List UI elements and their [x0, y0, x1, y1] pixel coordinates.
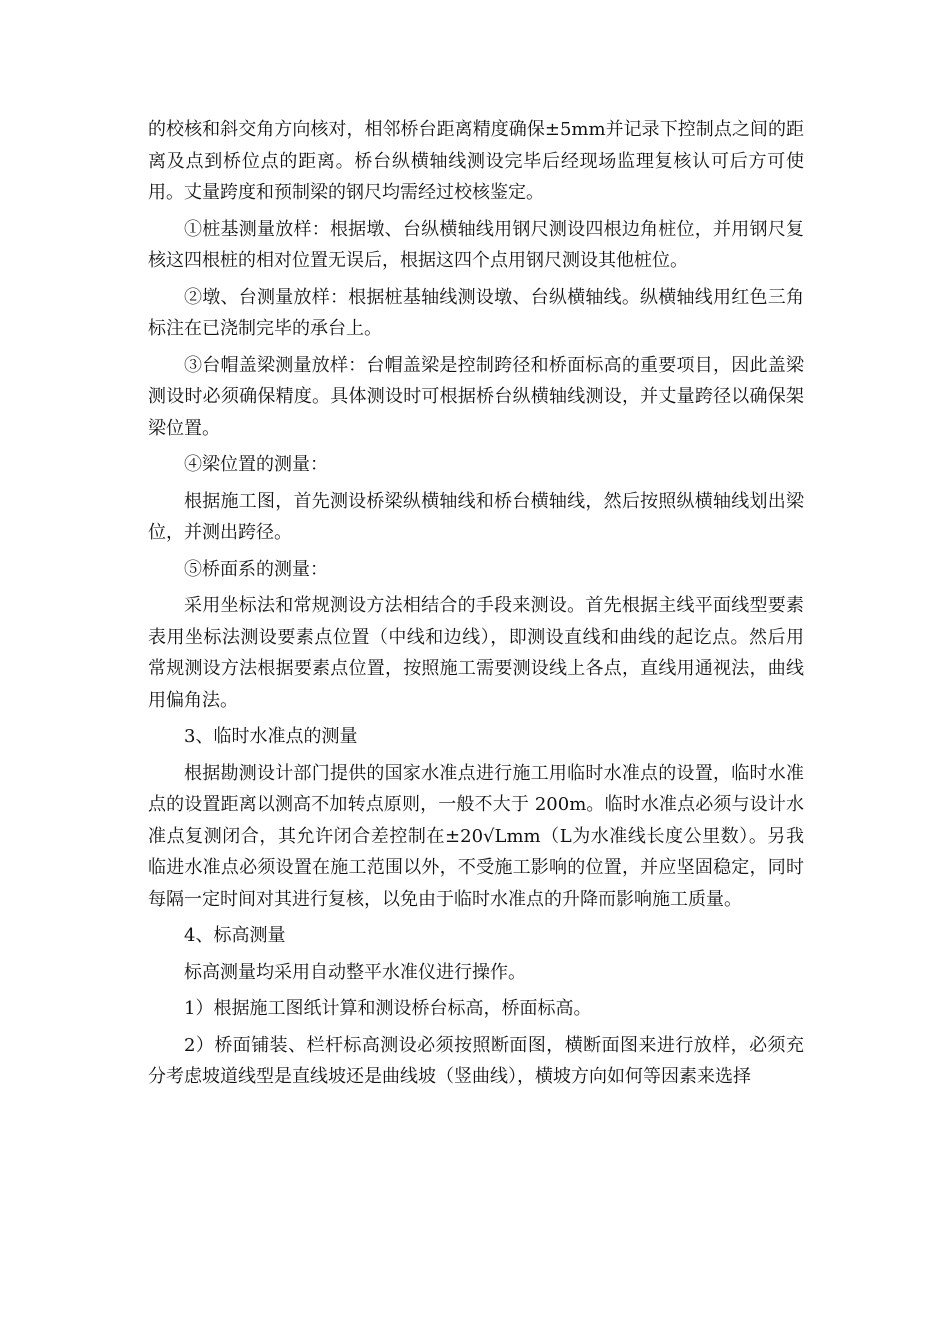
paragraph-cap-beam-layout: ③台帽盖梁测量放样：台帽盖梁是控制跨径和桥面标高的重要项目，因此盖梁测设时必须确保精度。具体测设时可根据桥台纵横轴线测设，并丈量跨径以确保架梁位置。: [148, 354, 804, 439]
paragraph-beam-position-heading: ④梁位置的测量：: [184, 454, 328, 475]
paragraph-deck-system-heading: ⑤桥面系的测量：: [184, 558, 328, 580]
paragraph-continuation: 的校核和斜交角方向核对，相邻桥台距离精度确保±5mm并记录下控制点之间的距离及点到桥位点的距离。桥台纵横轴线测设完毕后经现场监理复核认可后方可使用。丈量跨度和预制梁的钢尺均需经过校核鉴定。: [148, 119, 804, 203]
paragraph-pile-foundation-layout: ①桩基测量放样：根据墩、台纵横轴线用钢尺测设四根边角桩位，并用钢尺复核这四根桩的相对位置无误后，根据这四个点用钢尺测设其他桩位。: [148, 218, 804, 271]
paragraph-pier-abutment-layout: ②墩、台测量放样：根据桩基轴线测设墩、台纵横轴线。纵横轴线用红色三角标注在已浇制完毕的承台上。: [148, 286, 804, 339]
paragraph-temporary-benchmark-body: 根据勘测设计部门提供的国家水准点进行施工用临时水准点的设置，临时水准点的设置距离以测高不加转点原则，一般不大于 200m。临时水准点必须与设计水准点复测闭合，其允许闭合差控制在±20√Lmm（L为水准线长度公里数）。另我临进水准点必须设置在施工范围以外，不受施工影响的位置，并应坚固稳定，同时每隔一定时间对其进行复核，以免由于临时水准点的升降而影响施工质量。: [148, 762, 804, 910]
section-heading-elevation: 4、标高测量: [184, 925, 286, 946]
section-heading-temporary-benchmark: 3、临时水准点的测量: [184, 726, 358, 747]
list-item-elevation-2: 2）桥面铺装、栏杆标高测设必须按照断面图，横断面图来进行放样，必须充分考虑坡道线型是直线坡还是曲线坡（竖曲线），横坡方向如何等因素来选择: [148, 1034, 804, 1087]
document-page: [148, 114, 804, 1098]
paragraph-elevation-intro: 标高测量均采用自动整平水准仪进行操作。: [184, 961, 526, 983]
list-item-elevation-1: 1）根据施工图纸计算和测设桥台标高，桥面标高。: [184, 998, 592, 1019]
paragraph-deck-system-body: 采用坐标法和常规测设方法相结合的手段来测设。首先根据主线平面线型要素表用坐标法测设要素点位置（中线和边线），即测设直线和曲线的起讫点。然后用常规测设方法根据要素点位置，按照施工需要测设线上各点，直线用通视法，曲线用偏角法。: [148, 595, 804, 711]
paragraph-beam-position-body: 根据施工图，首先测设桥梁纵横轴线和桥台横轴线，然后按照纵横轴线划出梁位，并测出跨径。: [148, 490, 804, 543]
